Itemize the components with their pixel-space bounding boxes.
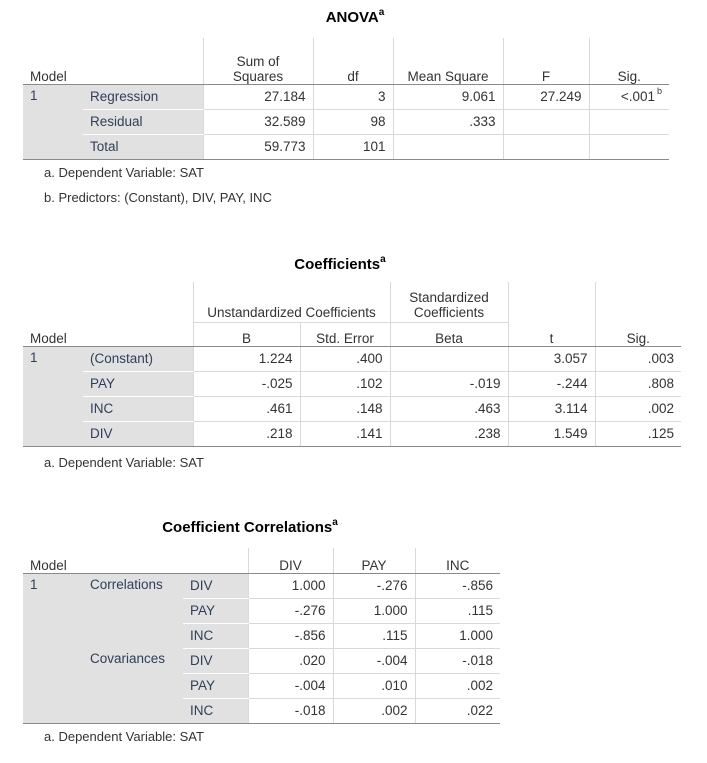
row-label: Total bbox=[83, 134, 203, 159]
col-df: df bbox=[313, 38, 393, 84]
table-row: PAY -.004 .010 .002 bbox=[23, 673, 500, 698]
group-covariances: Covariances bbox=[83, 648, 183, 723]
col-inc: INC bbox=[415, 548, 500, 573]
col-pay: PAY bbox=[333, 548, 415, 573]
row-label: DIV bbox=[83, 421, 193, 446]
table-row: Residual 32.589 98 .333 bbox=[23, 109, 669, 134]
col-model: Model bbox=[23, 38, 83, 84]
table-row: INC -.856 .115 1.000 bbox=[23, 623, 500, 648]
table-row: 1 Regression 27.184 3 9.061 27.249 <.001 $^b$ bbox=[23, 84, 669, 109]
anova-title: ANOVA$^a$ bbox=[325, 7, 385, 26]
table-row: INC -.018 .002 .022 bbox=[23, 698, 500, 723]
anova-footnote-a: a. Dependent Variable: SAT bbox=[44, 165, 204, 180]
group-correlations: Correlations bbox=[83, 573, 183, 648]
table-row: 1 (Constant) 1.224 .400 3.057 .003 bbox=[23, 346, 681, 371]
correlations-title: Coefficient Correlations$^a$ bbox=[162, 517, 338, 536]
row-label: DIV bbox=[183, 648, 248, 673]
col-sig: Sig. bbox=[595, 322, 681, 346]
col-unstandardized-coefficients: Unstandardized Coefficients bbox=[193, 282, 390, 322]
col-std-error: Std. Error bbox=[300, 322, 390, 346]
row-label: INC bbox=[183, 623, 248, 648]
table-row: PAY -.025 .102 -.019 -.244 .808 bbox=[23, 371, 681, 396]
anova-footnote-b: b. Predictors: (Constant), DIV, PAY, INC bbox=[44, 190, 272, 205]
col-t: t bbox=[508, 322, 595, 346]
row-label: INC bbox=[183, 698, 248, 723]
col-standardized-coefficients: Standardized Coefficients bbox=[390, 282, 508, 322]
row-label: Residual bbox=[83, 109, 203, 134]
table-row: Total 59.773 101 bbox=[23, 134, 669, 159]
col-div: DIV bbox=[248, 548, 333, 573]
col-f: F bbox=[503, 38, 589, 84]
row-label: Regression bbox=[83, 84, 203, 109]
coefficients-table bbox=[23, 282, 681, 447]
anova-title-sup: a bbox=[378, 7, 385, 18]
sig-footnote-marker: b bbox=[656, 86, 662, 96]
table-row: 1 Correlations DIV 1.000 -.276 -.856 bbox=[23, 573, 500, 598]
model-number: 1 bbox=[23, 84, 83, 159]
row-label: DIV bbox=[183, 573, 248, 598]
row-label: PAY bbox=[183, 673, 248, 698]
model-number: 1 bbox=[23, 573, 83, 723]
table-row: PAY -.276 1.000 .115 bbox=[23, 598, 500, 623]
anova-header-row bbox=[23, 38, 669, 84]
coefficients-title-sup: a bbox=[380, 254, 386, 265]
coefficients-footnote: a. Dependent Variable: SAT bbox=[44, 455, 204, 470]
correlations-header-row bbox=[23, 548, 500, 573]
col-model: Model bbox=[23, 322, 83, 346]
col-beta: Beta bbox=[390, 322, 508, 346]
correlations-table bbox=[23, 548, 500, 724]
table-row: Covariances DIV .020 -.004 -.018 bbox=[23, 648, 500, 673]
col-sum-of-squares: Sum of Squares bbox=[203, 38, 313, 84]
row-label: PAY bbox=[183, 598, 248, 623]
table-row: INC .461 .148 .463 3.114 .002 bbox=[23, 396, 681, 421]
col-b: B bbox=[193, 322, 300, 346]
coefficients-title: Coefficients$^a$ bbox=[294, 254, 386, 273]
coefficients-header-row-2 bbox=[23, 322, 681, 346]
coefficients-header-row-1 bbox=[23, 282, 681, 322]
col-sig: Sig. bbox=[589, 38, 669, 84]
col-model: Model bbox=[23, 548, 83, 573]
model-number: 1 bbox=[23, 346, 83, 446]
correlations-title-sup: a bbox=[332, 517, 338, 528]
col-mean-square: Mean Square bbox=[393, 38, 503, 84]
anova-table bbox=[23, 38, 669, 160]
table-row: DIV .218 .141 .238 1.549 .125 bbox=[23, 421, 681, 446]
row-label: INC bbox=[83, 396, 193, 421]
correlations-footnote: a. Dependent Variable: SAT bbox=[44, 729, 204, 744]
row-label: (Constant) bbox=[83, 346, 193, 371]
row-label: PAY bbox=[83, 371, 193, 396]
